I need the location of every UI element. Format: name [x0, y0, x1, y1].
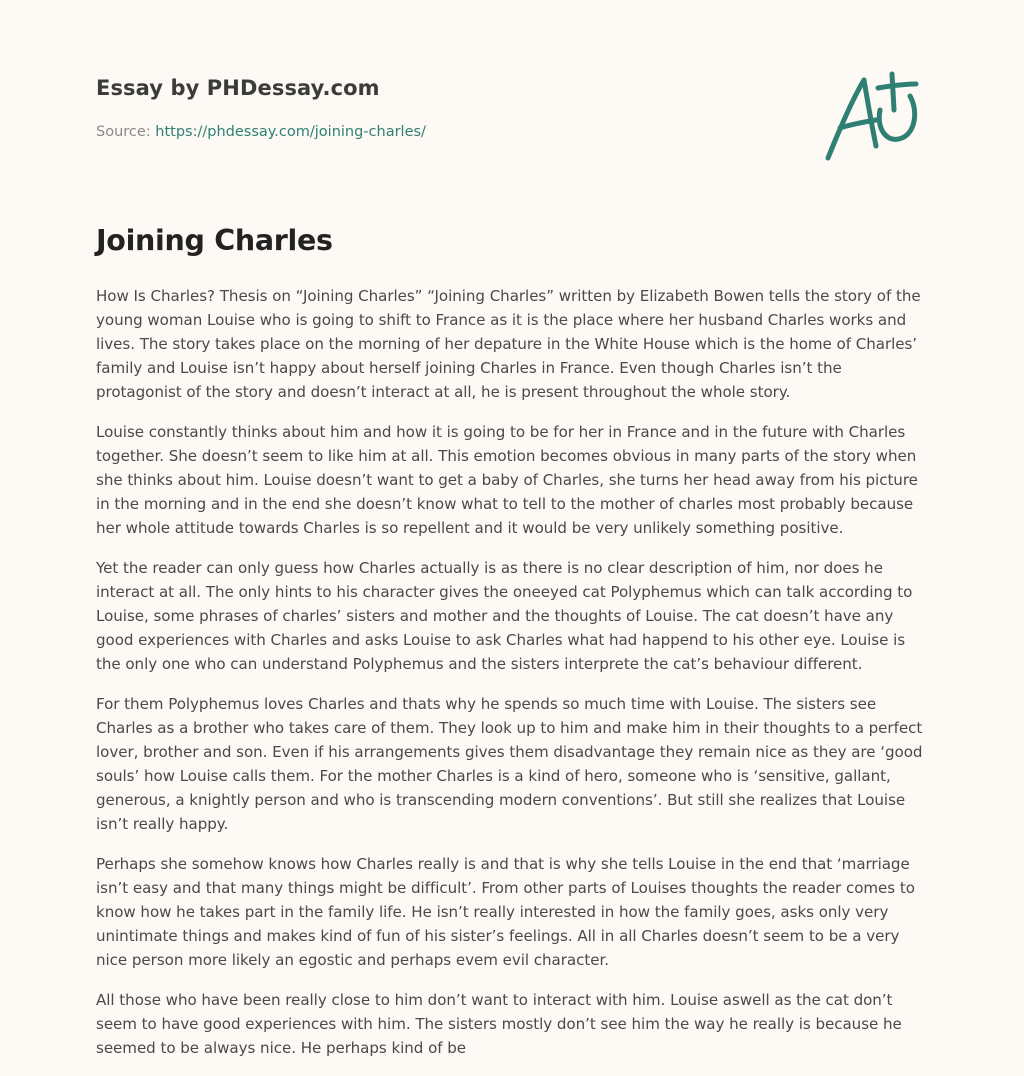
essay-paragraph: Yet the reader can only guess how Charles actually is as there is no clear description of him, nor does he interact at all. The only hints to his character gives the oneeyed cat Polyphemus which can talk according to Louise, some phrases of charles’ sisters and mother and the thoughts of Louise. The cat doesn’t have any good experiences with Charles and asks Louise to ask Charles what had happend to his other eye. Louise is the only one who can understand Polyphemus and the sisters interprete the cat’s behaviour different.: [96, 559, 913, 673]
essay-body: [96, 284, 930, 1076]
essay-paragraph: All those who have been really close to him don’t want to interact with him. Louise aswell as the cat don’t seem to have good experiences with him. The sisters mostly don’t see him the way he really is because he seemed to be always nice. He perhaps kind of be: [96, 991, 902, 1057]
essay-paragraph: Louise constantly thinks about him and how it is going to be for her in France and in the future with Charles together. She doesn’t seem to like him at all. This emotion becomes obvious in many parts of the story when she thinks about him. Louise doesn’t want to get a baby of Charles, she turns her head away from his picture in the morning and in the end she doesn’t know what to tell to the mother of charles most probably because her whole attitude towards Charles is so repellent and it would be very unlikely something positive.: [96, 423, 918, 537]
a-plus-logo-icon: [818, 66, 930, 166]
site-brand: Essay by PHDessay.com: [96, 76, 380, 100]
source-line: [96, 124, 426, 140]
source-label: Source:: [96, 124, 156, 140]
source-link[interactable]: https://phdessay.com/joining-charles/: [155, 124, 426, 140]
essay-title: Joining Charles: [96, 224, 333, 257]
essay-paragraph: Perhaps she somehow knows how Charles really is and that is why she tells Louise in the end that ‘marriage isn’t easy and that many things might be difficult’. From other parts of Louises thoughts the reader comes to know how he takes part in the family life. He isn’t really interested in how the family goes, asks only very unintimate things and makes kind of fun of his sister’s feelings. All in all Charles doesn’t seem to be a very nice person more likely an egostic and perhaps evem evil character.: [96, 855, 915, 969]
essay-paragraph: For them Polyphemus loves Charles and thats why he spends so much time with Louise. The sisters see Charles as a brother who takes care of them. They look up to him and make him in their thoughts to a perfect lover, brother and son. Even if his arrangements gives them disadvantage they remain nice as they are ‘good souls’ how Louise calls them. For the mother Charles is a kind of hero, someone who is ‘sensitive, gallant, generous, a knightly person and who is transcending modern conventions’. But still she realizes that Louise isn’t really happy.: [96, 695, 923, 833]
essay-paragraph: How Is Charles? Thesis on “Joining Charles” “Joining Charles” written by Elizabeth Bowen tells the story of the young woman Louise who is going to shift to France as it is the place where her husband Charles works and lives. The story takes place on the morning of her depature in the White House which is the home of Charles’ family and Louise isn’t happy about herself joining Charles in France. Even though Charles isn’t the protagonist of the story and doesn’t interact at all, he is present throughout the whole story.: [96, 287, 921, 401]
